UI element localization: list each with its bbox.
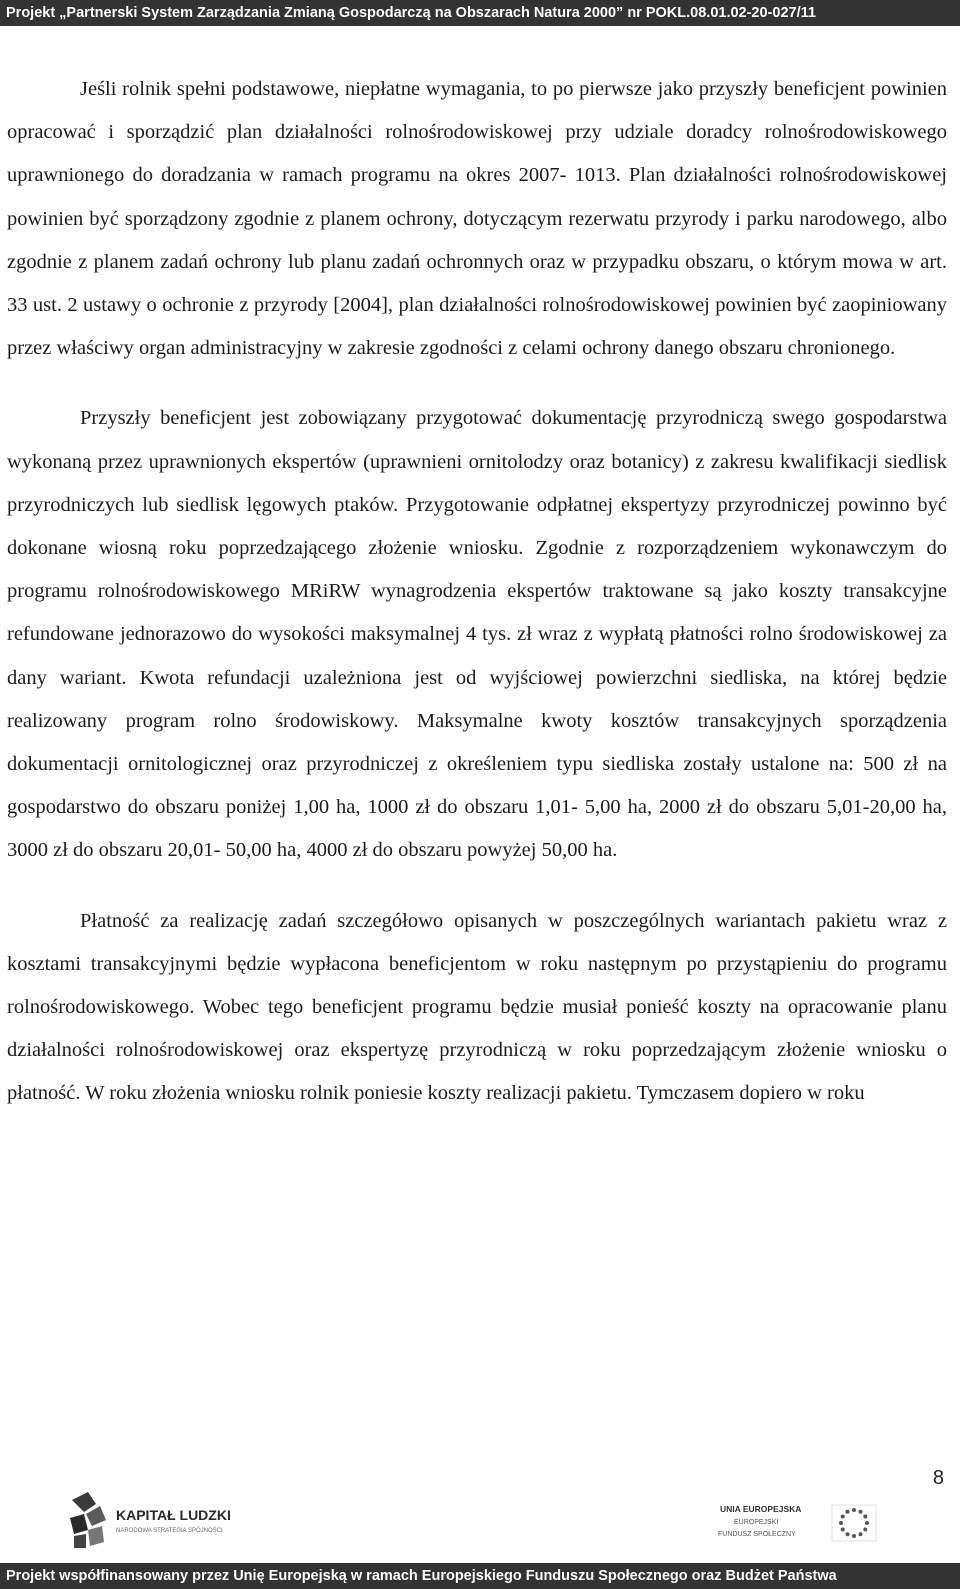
paragraph: Jeśli rolnik spełni podstawowe, niepłatne wymagania, to po pierwsze jako przyszły beneficjent powinien opracować i sporządzić plan działalności rolnośrodowiskowej przy udziale doradcy rolnośrodowiskowego uprawnionego do doradzania w ramach programu na okres 2007- 1013. Plan działalności rolnośrodowiskowej powinien być sporządzony zgodnie z planem ochrony, dotyczącym rezerwatu przyrody i parku narodowego, albo zgodnie z planem zadań ochrony lub planu zadań ochronnych oraz w przypadku obszaru, o którym mowa w art. 33 ust. 2 ustawy o ochronie z przyrody [2004], plan działalności rolnośrodowiskowej powinien być zaopiniowany przez właściwy organ administracyjny w zakresie zgodności z celami ochrony danego obszaru chronionego. — [7, 78, 947, 360]
kapital-ludzki-logo — [66, 1490, 246, 1550]
page-number: 8 — [932, 1467, 944, 1489]
kapital-ludzki-name: KAPITAŁ LUDZKI — [116, 1507, 231, 1523]
kapital-ludzki-tagline: NARODOWA STRATEGIA SPÓJNOŚCI — [116, 1528, 223, 1534]
eu-logo-line3: FUNDUSZ SPOŁECZNY — [718, 1531, 796, 1538]
eu-logo-line1: UNIA EUROPEJSKA — [720, 1504, 802, 1514]
document-body — [7, 68, 947, 1116]
page-header: Projekt „Partnerski System Zarządzania Zmianą Gospodarczą na Obszarach Natura 2000” nr POKL.08.01.02-20-027/11 — [0, 0, 960, 26]
paragraph: Przyszły beneficjent jest zobowiązany przygotować dokumentację przyrodniczą swego gospodarstwa wykonaną przez uprawnionych ekspertów (uprawnieni ornitolodzy oraz botanicy) z zakresu kwalifikacji siedlisk przyrodniczych lub siedlisk lęgowych ptaków. Przygotowanie odpłatnej ekspertyzy przyrodniczej powinno być dokonane wiosną roku poprzedzającego złożenie wniosku. Zgodnie z rozporządzeniem wykonawczym do programu rolnośrodowiskowego MRiRW wynagrodzenia ekspertów traktowane są jako koszty transakcyjne refundowane jednorazowo do wysokości maksymalnej 4 tys. zł wraz z wypłatą płatności rolno środowiskowej za dany wariant. Kwota refundacji uzależniona jest od wyjściowej powierzchni siedliska, na której będzie realizowany program rolno środowiskowy. Maksymalne kwoty kosztów transakcyjnych sporządzenia dokumentacji ornitologicznej oraz przyrodniczej z określeniem typu siedliska zostały ustalone na: 500 zł na gospodarstwo do obszaru poniżej 1,00 ha, 1000 zł do obszaru 1,01- 5,00 ha, 2000 zł do obszaru 5,01-20,00 ha, 3000 zł do obszaru 20,01- 50,00 ha, 4000 zł do obszaru powyżej 50,00 ha. — [7, 407, 947, 862]
page-footer: Projekt współfinansowany przez Unię Europejską w ramach Europejskiego Funduszu Społecznego oraz Budżet Państwa — [0, 1563, 960, 1589]
kapital-ludzki-emblem-icon — [70, 1492, 106, 1548]
eu-flag-icon — [832, 1505, 876, 1541]
eu-logo-line2: EUROPEJSKI — [734, 1519, 779, 1526]
paragraph: Płatność za realizację zadań szczegółowo opisanych w poszczególnych wariantach pakietu wraz z kosztami transakcyjnymi będzie wypłacona beneficjentom w roku następnym po przystąpieniu do programu rolnośrodowiskowego. Wobec tego beneficjent programu będzie musiał ponieść koszty na opracowanie planu działalności rolnośrodowiskowej oraz ekspertyzę przyrodniczą w roku poprzedzającym złożenie wniosku o płatność. W roku złożenia wniosku rolnik poniesie koszty realizacji pakietu. Tymczasem dopiero w roku — [7, 909, 947, 1105]
eu-logo — [712, 1496, 892, 1550]
